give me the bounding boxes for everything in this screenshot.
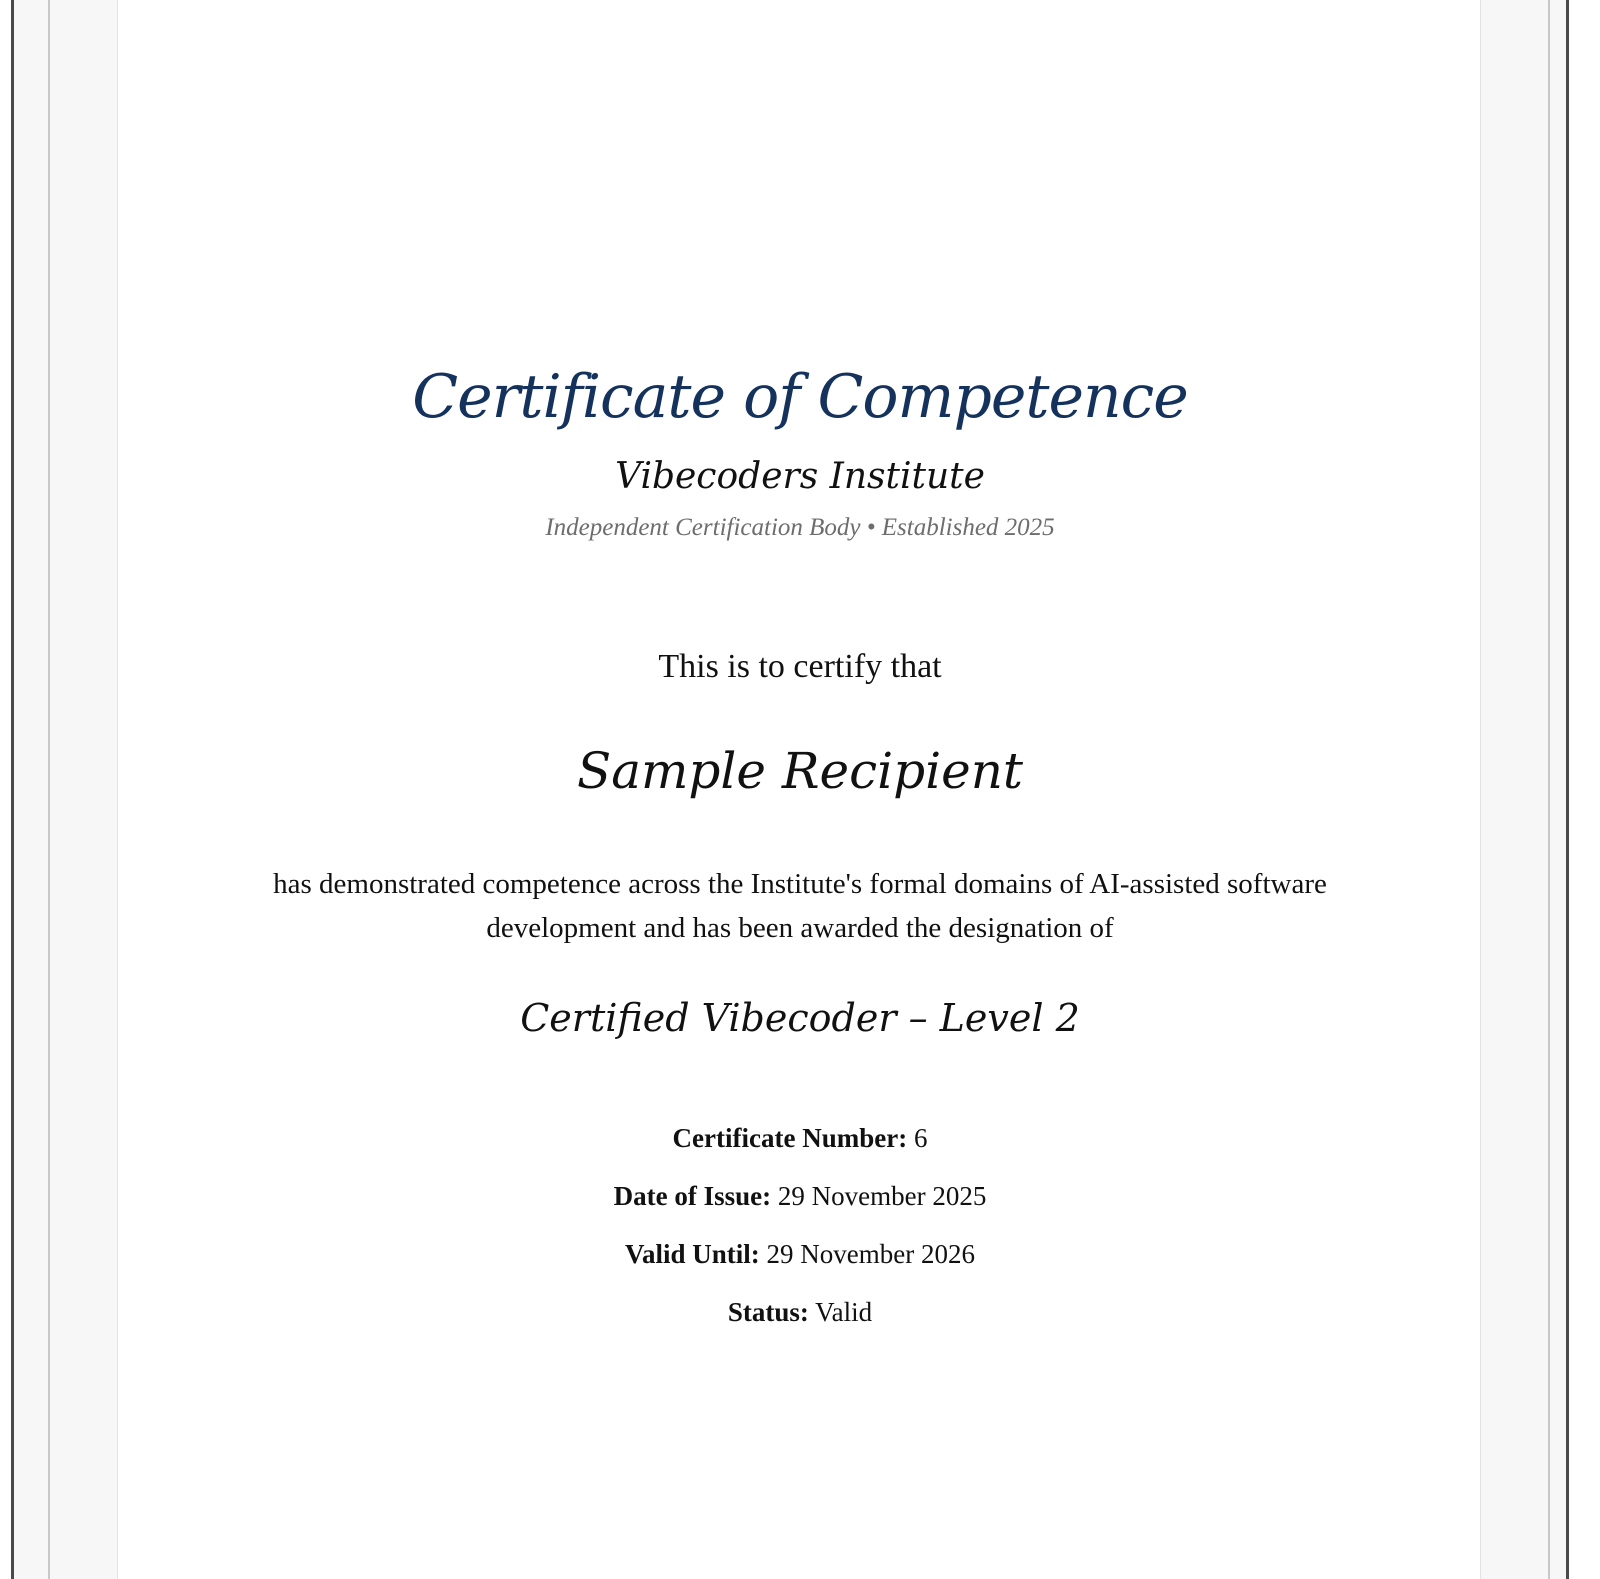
detail-label: Certificate Number:	[672, 1123, 908, 1153]
award-description: has demonstrated competence across the Institute's formal domains of AI-assisted software development and has been awarded the designation of	[273, 868, 1327, 944]
detail-label: Valid Until:	[624, 1239, 760, 1269]
recipient-name: Sample Recipient	[576, 742, 1024, 800]
certificate-paper	[117, 0, 1481, 1579]
detail-certificate-number	[118, 1123, 1482, 1154]
outer-border-left	[0, 0, 14, 1579]
certificate-content	[118, 0, 1482, 1579]
detail-value: Valid	[815, 1297, 873, 1327]
detail-label: Date of Issue:	[613, 1181, 772, 1211]
detail-value: 29 November 2026	[766, 1239, 975, 1269]
outer-border-right	[1566, 0, 1600, 1579]
detail-status	[118, 1297, 1482, 1328]
detail-valid-until	[118, 1239, 1482, 1270]
institute-name: Vibecoders Institute	[615, 456, 985, 497]
detail-date-of-issue	[118, 1181, 1482, 1212]
designation-title: Certified Vibecoder – Level 2	[520, 996, 1080, 1040]
certify-statement: This is to certify that	[658, 648, 942, 685]
detail-label: Status:	[727, 1297, 809, 1327]
institute-tagline: Independent Certification Body • Established 2025	[545, 514, 1055, 541]
certificate-title: Certificate of Competence	[412, 362, 1188, 432]
frame-inner-rule-right	[1548, 0, 1550, 1579]
frame-inner-rule-left	[48, 0, 50, 1579]
detail-value: 6	[913, 1123, 928, 1153]
detail-value: 29 November 2025	[777, 1181, 987, 1211]
